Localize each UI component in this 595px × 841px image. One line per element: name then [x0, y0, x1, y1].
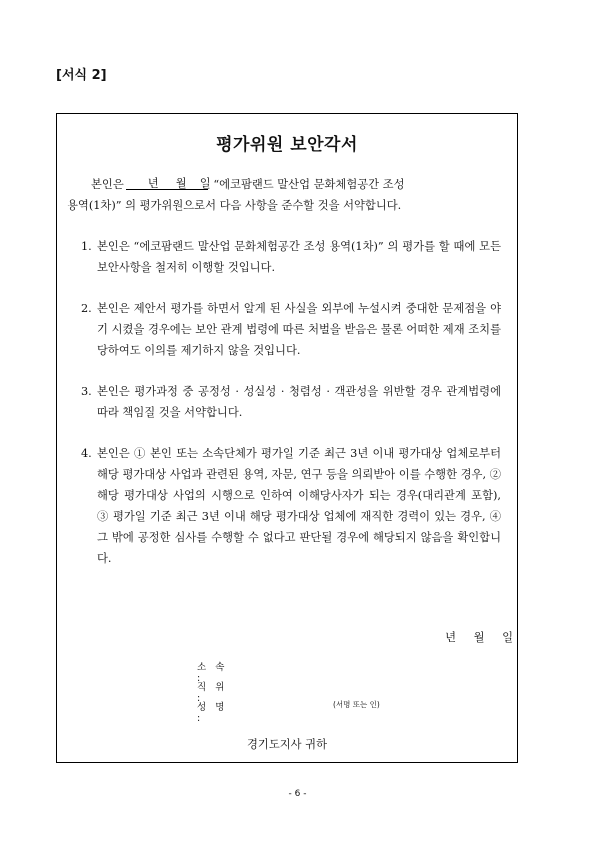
item-text: 본인은 “에코팜랜드 말산업 문화체험공간 조성 용역(1차)” 의 평가를 할 때에 모든 보안사항을 철저히 이행할 것입니다. [97, 240, 501, 274]
affiliation-label: 소 속 : [197, 662, 228, 684]
intro-prefix: 본인은 [91, 178, 124, 191]
document-title: 평가위원 보안각서 [216, 135, 358, 155]
intro-line2: 용역(1차)” 의 평가위원으로서 다음 사항을 준수할 것을 서약합니다. [67, 199, 402, 212]
item-number: 3. [81, 385, 92, 398]
signature-note: (서명 또는 인) [333, 700, 380, 709]
intro-paragraph [65, 174, 487, 216]
pledge-form-frame [56, 113, 518, 763]
intro-date-day: 일 [199, 177, 211, 190]
date-blank-field [126, 176, 211, 190]
intro-line1: “에코팜랜드 말산업 문화체험공간 조성 [213, 178, 405, 191]
list-item [81, 236, 501, 278]
item-text: 본인은 제안서 평가를 하면서 알게 된 사실을 외부에 누설시켜 중대한 문제점을 야기 시켰을 경우에는 보안 관계 법령에 따른 처벌을 받음은 물론 어떠한 제재 조치를 당하여도 이의를 제기하지 않을 것입니다. [97, 302, 501, 357]
page-number: - 6 - [288, 789, 307, 799]
item-number: 2. [81, 302, 92, 315]
item-text: 본인은 ① 본인 또는 소속단체가 평가일 기준 최근 3년 이내 평가대상 업체로부터 해당 평가대상 사업과 관련된 용역, 자문, 연구 등을 의뢰받아 이를 수행한 경우, ② 해당 평가대상 사업의 시행으로 인하여 이해당사자가 되는 경우(대리관계 포함), ③ 평가일 기준 최근 3년 이내 해당 평가대상 업체에 재직한 경력이 있는 경우, ④ 그 밖에 공정한 심사를 수행할 수 없다고 판단될 경우에 해당되지 않음을 확인합니다. [97, 447, 501, 565]
item-text: 본인은 평가과정 중 공정성 · 성실성 · 청렴성 · 객관성을 위반할 경우 관계법령에 따라 책임질 것을 서약합니다. [97, 385, 501, 419]
item-number: 1. [81, 240, 92, 253]
position-label: 직 위 : [197, 682, 228, 704]
intro-date-month: 월 [175, 177, 187, 190]
intro-date-year: 년 [147, 177, 159, 190]
form-label: [서식 2] [56, 68, 107, 83]
name-row [197, 699, 237, 724]
list-item [81, 381, 501, 423]
list-item [81, 298, 501, 361]
signature-date: 년 월 일 [445, 631, 513, 644]
list-item [81, 443, 501, 569]
pledge-items-list [81, 236, 501, 589]
name-label: 성 명 : [197, 702, 228, 724]
item-number: 4. [81, 447, 92, 460]
addressee: 경기도지사 귀하 [247, 738, 327, 751]
